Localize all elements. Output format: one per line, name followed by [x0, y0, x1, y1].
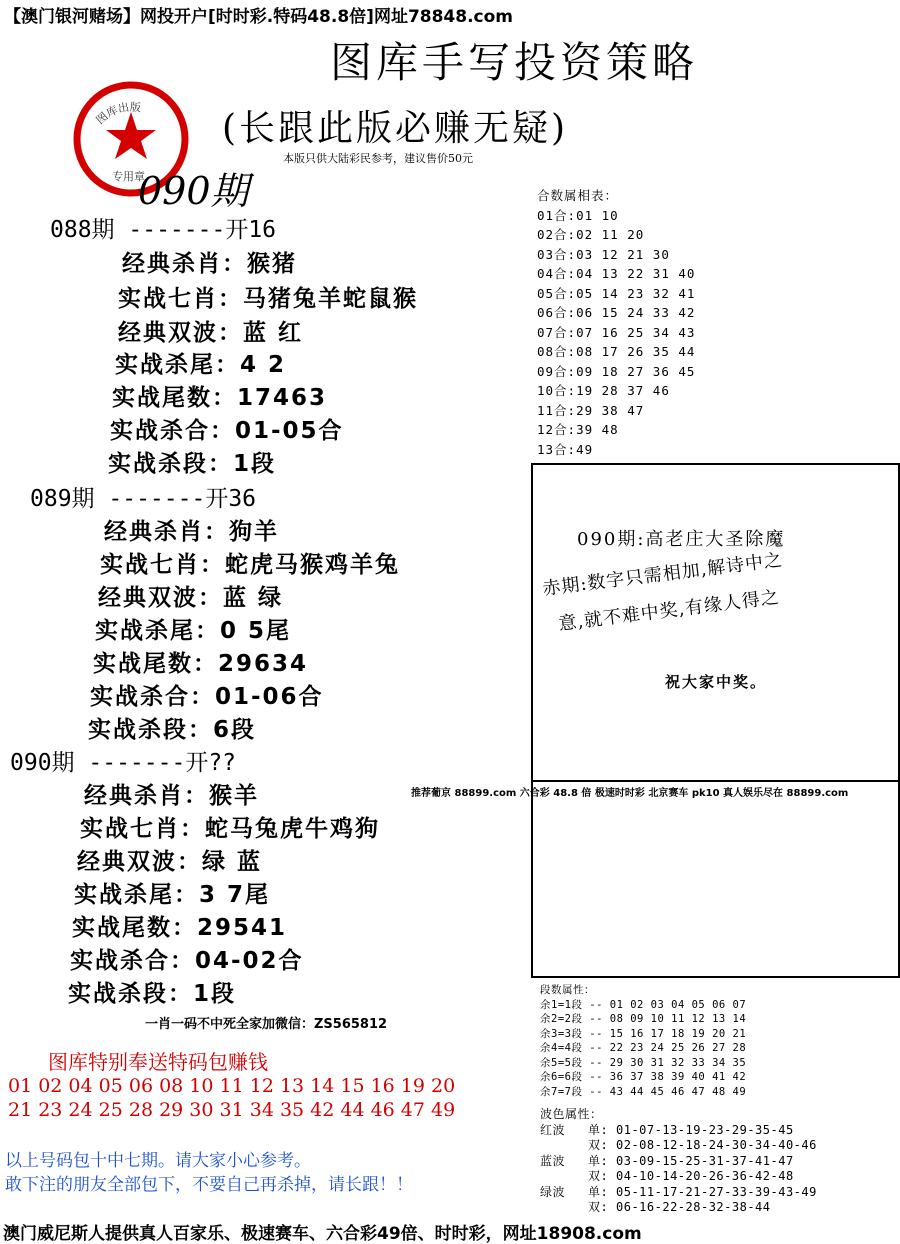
wave-row: 红波 单: 01-07-13-19-23-29-35-45 [540, 1122, 794, 1137]
section-088-head: 088期 -------开16 [50, 217, 277, 243]
poem-box [531, 463, 900, 782]
special-title: 图库特别奉送特码包赚钱 [48, 1050, 268, 1074]
he-row: 12合:39 48 [537, 422, 619, 437]
he-row: 09合:09 18 27 36 45 [537, 363, 696, 379]
star-icon [106, 112, 156, 159]
page-title: 图库手写投资策略 [330, 38, 699, 87]
section-090-row: 实战杀合：04-02合 [70, 948, 304, 974]
section-088-row: 经典双波：蓝 红 [118, 320, 304, 346]
section-088-row: 实战杀尾：4 2 [115, 352, 287, 378]
he-row: 05合:05 14 23 32 41 [537, 285, 696, 301]
page-subtitle: (长跟此版必赚无疑) [222, 108, 569, 149]
section-090-row: 实战杀尾：3 7尾 [74, 882, 271, 908]
section-088-row: 实战七肖：马猪兔羊蛇鼠猴 [118, 286, 418, 312]
he-table [537, 186, 695, 459]
issue-number: 090期 [138, 169, 249, 213]
segment-row: 余6=6段 -- 36 37 38 39 40 41 42 [540, 1071, 747, 1083]
section-089-row: 实战杀尾：0 5尾 [95, 618, 292, 644]
wave-row: 蓝波 单: 03-09-15-25-31-37-41-47 [540, 1153, 794, 1168]
he-row: 03合:03 12 21 30 [537, 246, 670, 262]
section-090-row: 实战尾数：29541 [72, 915, 288, 941]
segments-title: 段数属性： [540, 984, 595, 996]
he-row: 13合:49 [537, 441, 594, 457]
section-089-row: 实战七肖：蛇虎马猴鸡羊兔 [100, 552, 400, 578]
empty-panel [531, 782, 900, 978]
bottom-ad-banner: 澳门威尼斯人提供真人百家乐、极速赛车、六合彩49倍、时时彩，网址18908.com [3, 1224, 642, 1244]
price-note: 本版只供大陆彩民参考，建议售价50元 [283, 152, 473, 165]
poem-line-1: 090期:高老庄大圣除魔 [577, 529, 786, 550]
he-row: 04合:04 13 22 31 40 [537, 266, 696, 281]
section-088-row: 实战杀合：01-05合 [110, 418, 344, 444]
he-row: 08合:08 17 26 35 44 [537, 344, 696, 359]
blue-note: 敢下注的朋友全部包下，不要自己再杀掉，请长跟！！ [5, 1175, 413, 1195]
he-row: 02合:02 11 20 [537, 227, 645, 242]
section-090-head: 090期 -------开?? [10, 750, 237, 776]
he-row: 10合:19 28 37 46 [537, 383, 670, 398]
middle-ad-line: 推荐葡京 88899.com 六合彩 48.8 倍 极速时时彩 北京赛车 pk10 真人娱乐尽在 88899.com [411, 788, 849, 799]
stamp-top-text: 图库出版 [93, 100, 142, 127]
segment-row: 余1=1段 -- 01 02 03 04 05 06 07 [540, 998, 747, 1011]
blue-note: 以上号码包十中七期。请大家小心参考。 [5, 1151, 311, 1171]
segments-table [540, 983, 746, 1099]
wave-row: 绿波 单: 05-11-17-21-27-33-39-43-49 [540, 1184, 817, 1199]
segment-row: 余7=7段 -- 43 44 45 46 47 48 49 [540, 1085, 747, 1098]
section-090-row: 实战杀段：1段 [68, 981, 237, 1007]
poem-wish: 祝大家中奖。 [665, 673, 768, 691]
section-088-row: 实战尾数：17463 [112, 385, 328, 411]
section-089-row: 经典双波：蓝 绿 [98, 585, 284, 611]
section-089-row: 经典杀肖：狗羊 [104, 519, 279, 545]
special-numbers-row: 01 02 04 05 06 08 10 11 12 13 14 15 16 19 20 [8, 1075, 456, 1097]
waves-table [540, 1107, 817, 1216]
section-090-row: 经典杀肖：猴羊 [84, 783, 259, 809]
wave-row: 双: 06-16-22-28-32-38-44 [588, 1200, 771, 1214]
wave-row: 双: 02-08-12-18-24-30-34-40-46 [588, 1138, 817, 1152]
waves-title: 波色属性： [540, 1107, 603, 1121]
segment-row: 余5=5段 -- 29 30 31 32 33 34 35 [540, 1056, 747, 1069]
section-089-row: 实战杀合：01-06合 [90, 684, 324, 710]
stamp-bottom-text: 专用章 [112, 170, 145, 183]
section-088-row: 实战杀段：1段 [108, 451, 277, 477]
section-089-row: 实战尾数：29634 [93, 651, 309, 677]
poem-line-2: 赤期:数字只需相加,解诗中之 [541, 549, 785, 600]
he-row: 07合:07 16 25 34 43 [537, 324, 696, 340]
he-row: 06合:06 15 24 33 42 [537, 305, 696, 320]
he-table-title: 合数属相表： [537, 188, 619, 203]
section-090-row: 经典双波：绿 蓝 [77, 849, 263, 875]
section-088-row: 经典杀肖：猴猪 [122, 251, 297, 277]
he-row: 01合:01 10 [537, 207, 619, 223]
he-row: 11合:29 38 47 [537, 402, 645, 418]
segment-row: 余2=2段 -- 08 09 10 11 12 13 14 [540, 1013, 747, 1025]
poem-line-3: 意,就不难中奖,有缘人得之 [557, 586, 781, 635]
wechat-line: 一肖一码不中死全家加微信：ZS565812 [145, 1017, 388, 1032]
section-089-head: 089期 -------开36 [30, 486, 257, 512]
segment-row: 余4=4段 -- 22 23 24 25 26 27 28 [540, 1042, 747, 1054]
special-numbers-row: 21 23 24 25 28 29 30 31 34 35 42 44 46 47 49 [8, 1099, 456, 1121]
wave-row: 双: 04-10-14-20-26-36-42-48 [588, 1169, 794, 1183]
segment-row: 余3=3段 -- 15 16 17 18 19 20 21 [540, 1027, 747, 1040]
section-090-row: 实战七肖：蛇马兔虎牛鸡狗 [80, 816, 380, 842]
top-ad-banner: 【澳门银河赌场】网投开户[时时彩.特码48.8倍]网址78848.com [4, 7, 514, 27]
section-089-row: 实战杀段：6段 [88, 717, 257, 743]
